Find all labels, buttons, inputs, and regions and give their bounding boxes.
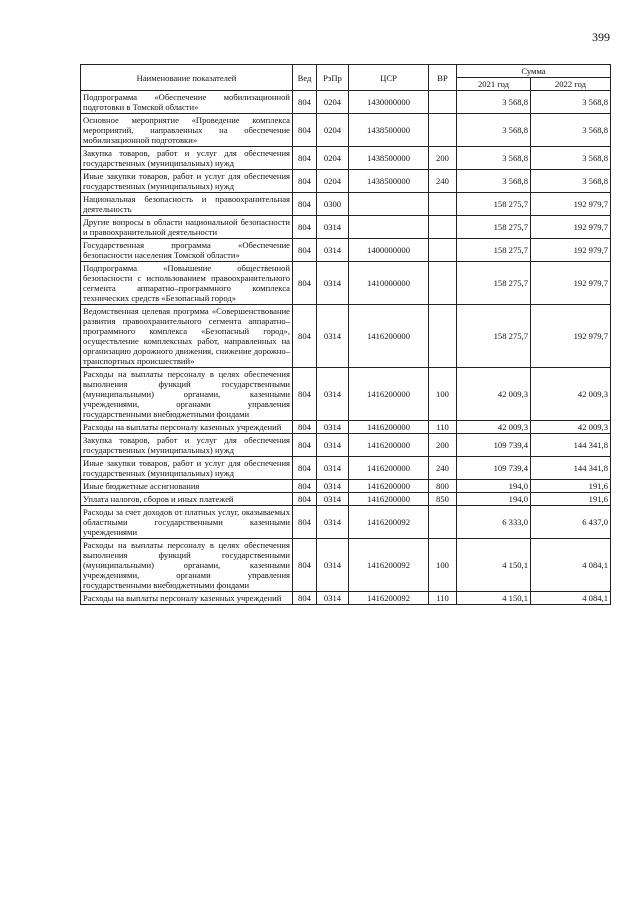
cell-rzpr: 0314 <box>317 480 349 493</box>
cell-ved: 804 <box>293 216 317 239</box>
cell-ved: 804 <box>293 114 317 147</box>
cell-2021: 109 739,4 <box>457 434 531 457</box>
cell-csr <box>349 216 429 239</box>
header-vr: ВР <box>429 65 457 91</box>
table-row <box>81 239 611 262</box>
cell-rzpr: 0314 <box>317 368 349 421</box>
table-row <box>81 506 611 539</box>
cell-ved: 804 <box>293 421 317 434</box>
cell-rzpr: 0314 <box>317 239 349 262</box>
cell-ved: 804 <box>293 193 317 216</box>
header-row <box>81 65 611 78</box>
cell-csr: 1438500000 <box>349 114 429 147</box>
header-name: Наименование показателей <box>81 65 293 91</box>
cell-csr: 1416200000 <box>349 434 429 457</box>
cell-ved: 804 <box>293 480 317 493</box>
cell-vr <box>429 305 457 368</box>
cell-ved: 804 <box>293 493 317 506</box>
cell-vr: 850 <box>429 493 457 506</box>
table-row <box>81 480 611 493</box>
cell-2021: 42 009,3 <box>457 368 531 421</box>
table-row <box>81 493 611 506</box>
cell-name: Расходы на выплаты персоналу казенных учреждений <box>81 421 293 434</box>
cell-2022: 144 341,8 <box>531 457 611 480</box>
cell-name: Иные закупки товаров, работ и услуг для обеспечения государственных (муниципальных) нужд <box>81 170 293 193</box>
cell-2021: 4 150,1 <box>457 592 531 605</box>
cell-csr: 1410000000 <box>349 262 429 305</box>
table-row <box>81 91 611 114</box>
header-year-2021: 2021 год <box>457 78 531 91</box>
cell-csr: 1416200000 <box>349 305 429 368</box>
cell-2021: 194,0 <box>457 493 531 506</box>
table-body <box>81 91 611 605</box>
cell-ved: 804 <box>293 262 317 305</box>
table-row <box>81 434 611 457</box>
cell-vr <box>429 216 457 239</box>
cell-rzpr: 0204 <box>317 170 349 193</box>
cell-name: Национальная безопасность и правоохранительная деятельность <box>81 193 293 216</box>
cell-vr <box>429 506 457 539</box>
table-row <box>81 539 611 592</box>
cell-ved: 804 <box>293 368 317 421</box>
cell-vr: 240 <box>429 457 457 480</box>
table-row <box>81 421 611 434</box>
table-row <box>81 216 611 239</box>
cell-name: Государственная программа «Обеспечение безопасности населения Томской области» <box>81 239 293 262</box>
table-row <box>81 457 611 480</box>
table-row <box>81 193 611 216</box>
cell-2022: 4 084,1 <box>531 539 611 592</box>
table-row <box>81 114 611 147</box>
cell-2022: 192 979,7 <box>531 262 611 305</box>
cell-csr <box>349 193 429 216</box>
cell-2021: 109 739,4 <box>457 457 531 480</box>
budget-table <box>80 64 611 605</box>
cell-vr: 200 <box>429 147 457 170</box>
cell-vr <box>429 91 457 114</box>
cell-csr: 1416200092 <box>349 506 429 539</box>
cell-rzpr: 0314 <box>317 506 349 539</box>
header-ved: Вед <box>293 65 317 91</box>
cell-name: Подпрограмма «Обеспечение мобилизационной подготовки в Томской области» <box>81 91 293 114</box>
cell-name: Иные бюджетные ассигнования <box>81 480 293 493</box>
cell-csr: 1430000000 <box>349 91 429 114</box>
cell-vr: 100 <box>429 539 457 592</box>
cell-ved: 804 <box>293 91 317 114</box>
cell-2021: 4 150,1 <box>457 539 531 592</box>
cell-ved: 804 <box>293 305 317 368</box>
cell-csr: 1416200092 <box>349 592 429 605</box>
cell-2021: 194,0 <box>457 480 531 493</box>
table-row <box>81 170 611 193</box>
cell-csr: 1416200000 <box>349 480 429 493</box>
cell-name: Другие вопросы в области национальной безопасности и правоохранительной деятельности <box>81 216 293 239</box>
cell-2021: 158 275,7 <box>457 239 531 262</box>
header-year-2022: 2022 год <box>531 78 611 91</box>
table-row <box>81 368 611 421</box>
cell-rzpr: 0204 <box>317 91 349 114</box>
cell-csr: 1438500000 <box>349 170 429 193</box>
cell-rzpr: 0314 <box>317 539 349 592</box>
cell-vr: 110 <box>429 592 457 605</box>
cell-name: Расходы на выплаты персоналу в целях обеспечения выполнения функций государственными (муниципальными) органами, казенными учреждениями, органами управления государственными внебюджетными фондами <box>81 368 293 421</box>
cell-name: Подпрограмма «Повышение общественной безопасности с использованием правоохранительного сегмента аппаратно–программного комплекса технических средств «Безопасный город» <box>81 262 293 305</box>
cell-2022: 6 437,0 <box>531 506 611 539</box>
cell-rzpr: 0314 <box>317 262 349 305</box>
cell-ved: 804 <box>293 592 317 605</box>
cell-rzpr: 0314 <box>317 592 349 605</box>
page-number: 399 <box>592 30 610 44</box>
cell-2022: 3 568,8 <box>531 147 611 170</box>
cell-2022: 42 009,3 <box>531 368 611 421</box>
cell-csr: 1438500000 <box>349 147 429 170</box>
cell-name: Расходы за счет доходов от платных услуг, оказываемых областными государственными казенными учреждениями <box>81 506 293 539</box>
cell-ved: 804 <box>293 506 317 539</box>
cell-csr: 1416200092 <box>349 539 429 592</box>
cell-rzpr: 0314 <box>317 493 349 506</box>
cell-vr: 110 <box>429 421 457 434</box>
cell-2022: 42 009,3 <box>531 421 611 434</box>
cell-2022: 191,6 <box>531 493 611 506</box>
cell-2022: 4 084,1 <box>531 592 611 605</box>
cell-vr: 800 <box>429 480 457 493</box>
cell-name: Закупка товаров, работ и услуг для обеспечения государственных (муниципальных) нужд <box>81 434 293 457</box>
cell-rzpr: 0314 <box>317 421 349 434</box>
cell-2021: 158 275,7 <box>457 216 531 239</box>
cell-ved: 804 <box>293 239 317 262</box>
cell-rzpr: 0300 <box>317 193 349 216</box>
cell-2022: 192 979,7 <box>531 239 611 262</box>
cell-2022: 3 568,8 <box>531 114 611 147</box>
cell-2021: 158 275,7 <box>457 305 531 368</box>
cell-ved: 804 <box>293 539 317 592</box>
cell-2021: 3 568,8 <box>457 114 531 147</box>
cell-vr <box>429 114 457 147</box>
cell-csr: 1416200000 <box>349 457 429 480</box>
cell-name: Расходы на выплаты персоналу казенных учреждений <box>81 592 293 605</box>
cell-vr <box>429 262 457 305</box>
cell-rzpr: 0314 <box>317 434 349 457</box>
cell-ved: 804 <box>293 457 317 480</box>
cell-name: Иные закупки товаров, работ и услуг для обеспечения государственных (муниципальных) нужд <box>81 457 293 480</box>
table-row <box>81 305 611 368</box>
cell-2021: 3 568,8 <box>457 170 531 193</box>
cell-vr <box>429 193 457 216</box>
cell-2022: 144 341,8 <box>531 434 611 457</box>
cell-2022: 192 979,7 <box>531 305 611 368</box>
header-rzpr: РзПр <box>317 65 349 91</box>
cell-2021: 158 275,7 <box>457 262 531 305</box>
cell-2022: 191,6 <box>531 480 611 493</box>
cell-2021: 6 333,0 <box>457 506 531 539</box>
cell-2022: 192 979,7 <box>531 193 611 216</box>
cell-2021: 3 568,8 <box>457 147 531 170</box>
header-sum: Сумма <box>457 65 611 78</box>
cell-name: Расходы на выплаты персоналу в целях обеспечения выполнения функций государственными (муниципальными) органами, казенными учреждениями, органами управления государственными внебюджетными фондами <box>81 539 293 592</box>
table-row <box>81 262 611 305</box>
table-row <box>81 147 611 170</box>
cell-2021: 158 275,7 <box>457 193 531 216</box>
cell-rzpr: 0204 <box>317 114 349 147</box>
cell-vr: 100 <box>429 368 457 421</box>
cell-vr <box>429 239 457 262</box>
cell-ved: 804 <box>293 170 317 193</box>
cell-name: Основное мероприятие «Проведение комплекса мероприятий, направленных на обеспечение мобилизационной подготовки» <box>81 114 293 147</box>
cell-rzpr: 0314 <box>317 216 349 239</box>
cell-vr: 200 <box>429 434 457 457</box>
cell-2022: 3 568,8 <box>531 91 611 114</box>
cell-name: Ведомственная целевая прогрмма «Совершенствование развития правоохранительного сегмента аппаратно–программного комплекса «Безопасный город», осуществление комплексных работ, направленных на организацию дорожного движения, снижение дорожно–транспортных происшествий» <box>81 305 293 368</box>
cell-2021: 42 009,3 <box>457 421 531 434</box>
cell-rzpr: 0204 <box>317 147 349 170</box>
cell-ved: 804 <box>293 147 317 170</box>
cell-2022: 192 979,7 <box>531 216 611 239</box>
cell-2022: 3 568,8 <box>531 170 611 193</box>
cell-csr: 1416200000 <box>349 421 429 434</box>
cell-rzpr: 0314 <box>317 457 349 480</box>
cell-ved: 804 <box>293 434 317 457</box>
cell-2021: 3 568,8 <box>457 91 531 114</box>
cell-vr: 240 <box>429 170 457 193</box>
header-csr: ЦСР <box>349 65 429 91</box>
cell-csr: 1416200000 <box>349 493 429 506</box>
cell-rzpr: 0314 <box>317 305 349 368</box>
cell-csr: 1416200000 <box>349 368 429 421</box>
table-row <box>81 592 611 605</box>
cell-name: Закупка товаров, работ и услуг для обеспечения государственных (муниципальных) нужд <box>81 147 293 170</box>
cell-name: Уплата налогов, сборов и иных платежей <box>81 493 293 506</box>
cell-csr: 1400000000 <box>349 239 429 262</box>
